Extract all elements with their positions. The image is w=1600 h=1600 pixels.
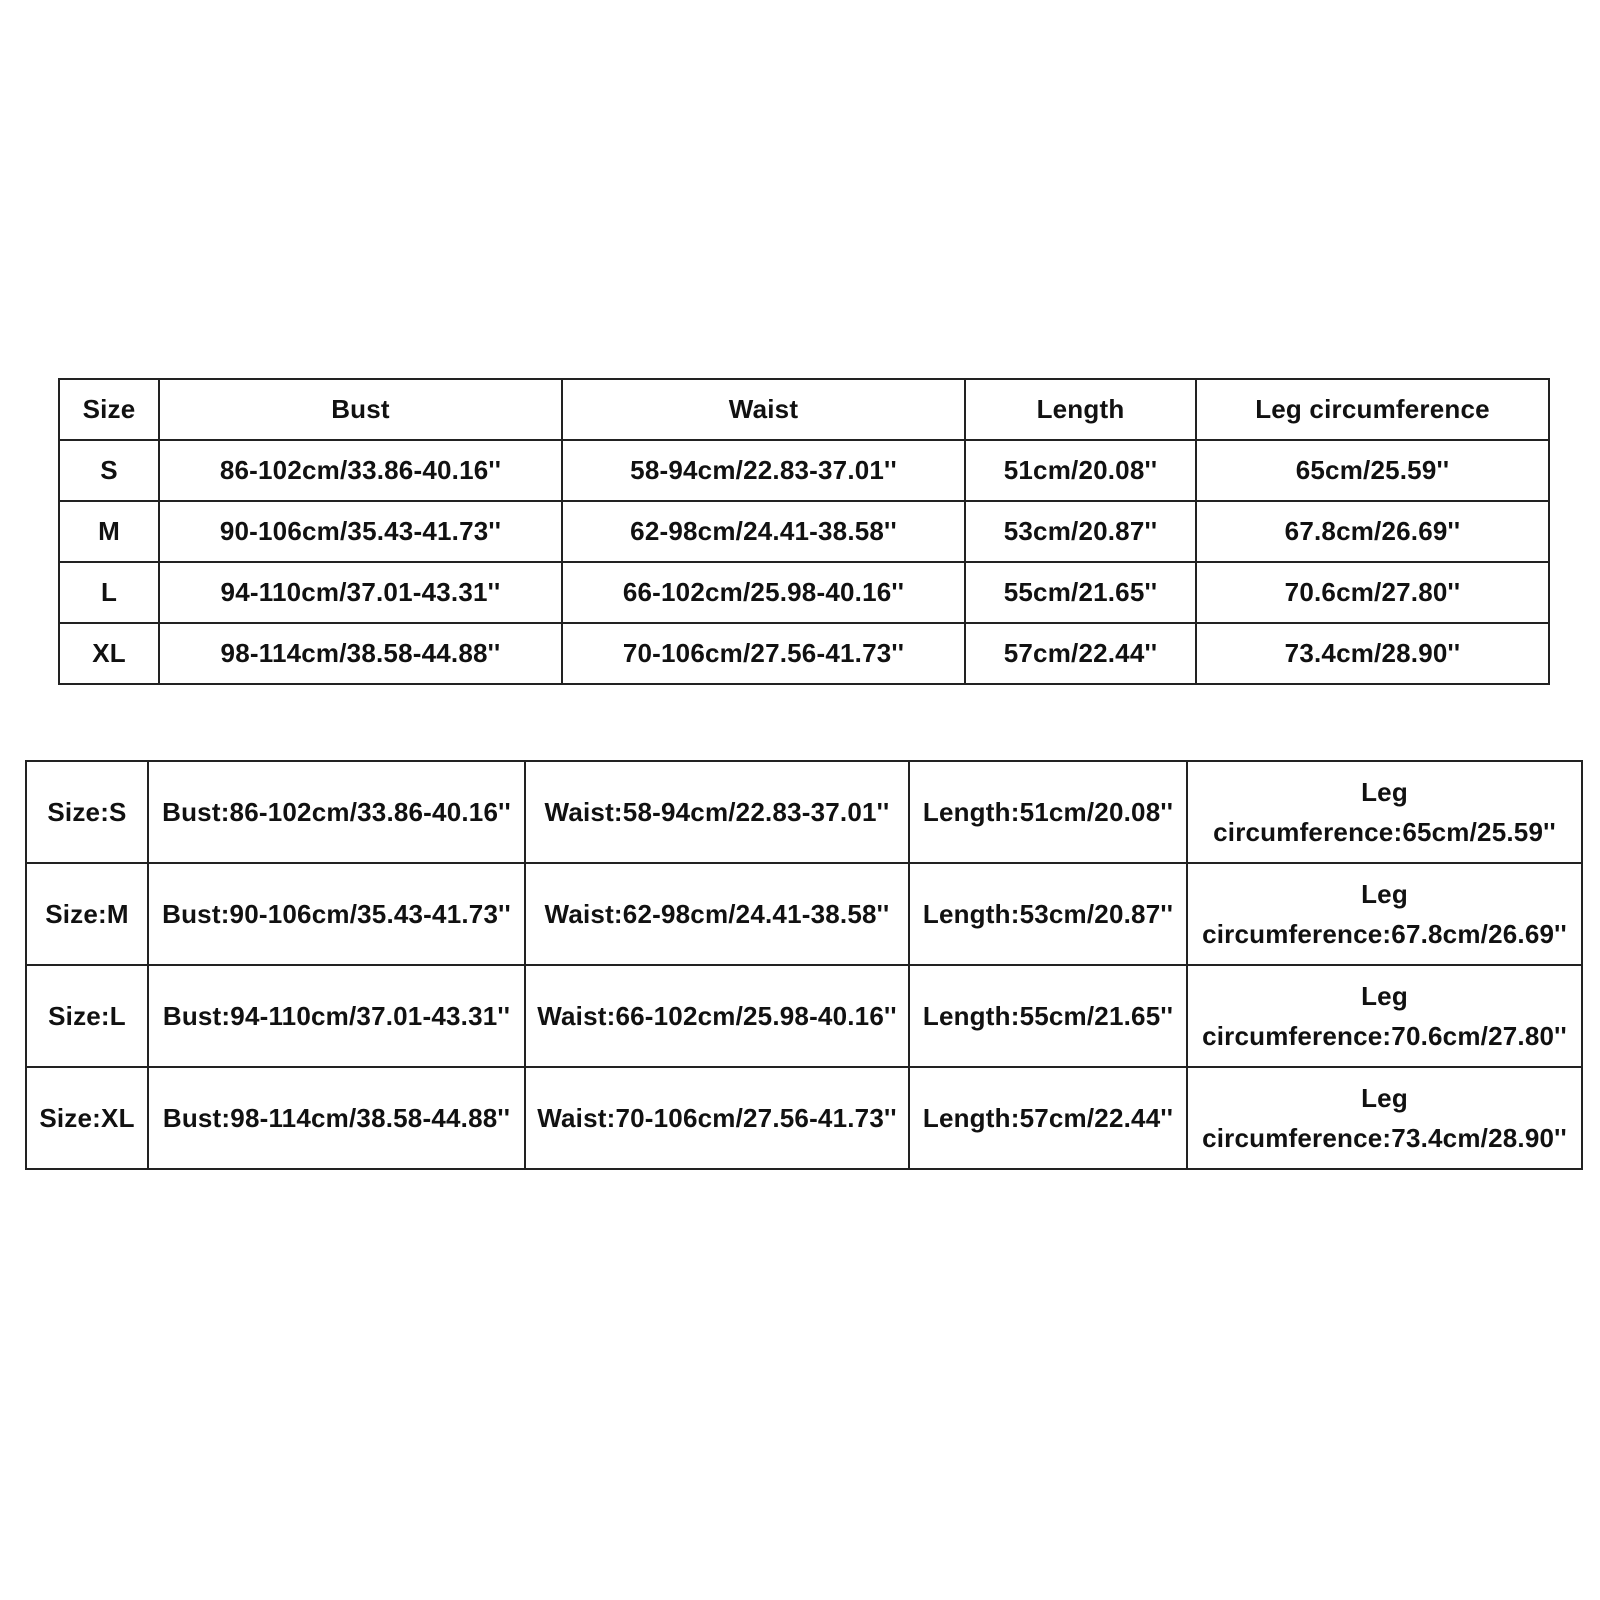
cell-leg-circumference: 67.8cm/26.69'' (1196, 501, 1549, 562)
cell-size: S (59, 440, 159, 501)
cell-length: 57cm/22.44'' (965, 623, 1196, 684)
cell-bust: 86-102cm/33.86-40.16'' (159, 440, 562, 501)
table-row (59, 501, 1549, 562)
leg-value: circumference:65cm/25.59'' (1213, 817, 1556, 847)
cell-size: Size:S (26, 761, 148, 863)
cell-size: XL (59, 623, 159, 684)
leg-value: circumference:73.4cm/28.90'' (1202, 1123, 1567, 1153)
cell-bust: Bust:98-114cm/38.58-44.88'' (148, 1067, 525, 1169)
cell-length: Length:55cm/21.65'' (909, 965, 1187, 1067)
cell-length: 55cm/21.65'' (965, 562, 1196, 623)
leg-label: Leg (1361, 981, 1408, 1011)
cell-bust: 94-110cm/37.01-43.31'' (159, 562, 562, 623)
header-size: Size (59, 379, 159, 440)
cell-bust: Bust:86-102cm/33.86-40.16'' (148, 761, 525, 863)
cell-size: L (59, 562, 159, 623)
leg-value: circumference:70.6cm/27.80'' (1202, 1021, 1567, 1051)
header-bust: Bust (159, 379, 562, 440)
leg-label: Leg (1361, 777, 1408, 807)
cell-leg-circumference: 73.4cm/28.90'' (1196, 623, 1549, 684)
cell-leg-circumference (1187, 761, 1582, 863)
cell-length: Length:51cm/20.08'' (909, 761, 1187, 863)
cell-size: Size:L (26, 965, 148, 1067)
cell-size: M (59, 501, 159, 562)
cell-bust: 90-106cm/35.43-41.73'' (159, 501, 562, 562)
size-chart-table-top (58, 378, 1550, 685)
leg-label: Leg (1361, 1083, 1408, 1113)
table-header-row (59, 379, 1549, 440)
header-length: Length (965, 379, 1196, 440)
cell-waist: Waist:70-106cm/27.56-41.73'' (525, 1067, 909, 1169)
table-row (26, 863, 1582, 965)
table-row (59, 562, 1549, 623)
leg-value: circumference:67.8cm/26.69'' (1202, 919, 1567, 949)
cell-waist: 70-106cm/27.56-41.73'' (562, 623, 965, 684)
cell-waist: Waist:66-102cm/25.98-40.16'' (525, 965, 909, 1067)
cell-leg-circumference: 70.6cm/27.80'' (1196, 562, 1549, 623)
cell-bust: 98-114cm/38.58-44.88'' (159, 623, 562, 684)
cell-waist: Waist:58-94cm/22.83-37.01'' (525, 761, 909, 863)
table-row (26, 761, 1582, 863)
cell-length: Length:53cm/20.87'' (909, 863, 1187, 965)
cell-leg-circumference (1187, 965, 1582, 1067)
cell-bust: Bust:90-106cm/35.43-41.73'' (148, 863, 525, 965)
cell-waist: 58-94cm/22.83-37.01'' (562, 440, 965, 501)
table-row (59, 623, 1549, 684)
cell-length: 51cm/20.08'' (965, 440, 1196, 501)
table-row (26, 1067, 1582, 1169)
cell-size: Size:M (26, 863, 148, 965)
cell-waist: 62-98cm/24.41-38.58'' (562, 501, 965, 562)
cell-bust: Bust:94-110cm/37.01-43.31'' (148, 965, 525, 1067)
table-row (59, 440, 1549, 501)
cell-leg-circumference: 65cm/25.59'' (1196, 440, 1549, 501)
cell-length: 53cm/20.87'' (965, 501, 1196, 562)
header-waist: Waist (562, 379, 965, 440)
table-row (26, 965, 1582, 1067)
cell-size: Size:XL (26, 1067, 148, 1169)
cell-length: Length:57cm/22.44'' (909, 1067, 1187, 1169)
size-chart-table-bottom (25, 760, 1583, 1170)
cell-leg-circumference (1187, 1067, 1582, 1169)
cell-waist: 66-102cm/25.98-40.16'' (562, 562, 965, 623)
leg-label: Leg (1361, 879, 1408, 909)
cell-leg-circumference (1187, 863, 1582, 965)
cell-waist: Waist:62-98cm/24.41-38.58'' (525, 863, 909, 965)
header-leg-circumference: Leg circumference (1196, 379, 1549, 440)
